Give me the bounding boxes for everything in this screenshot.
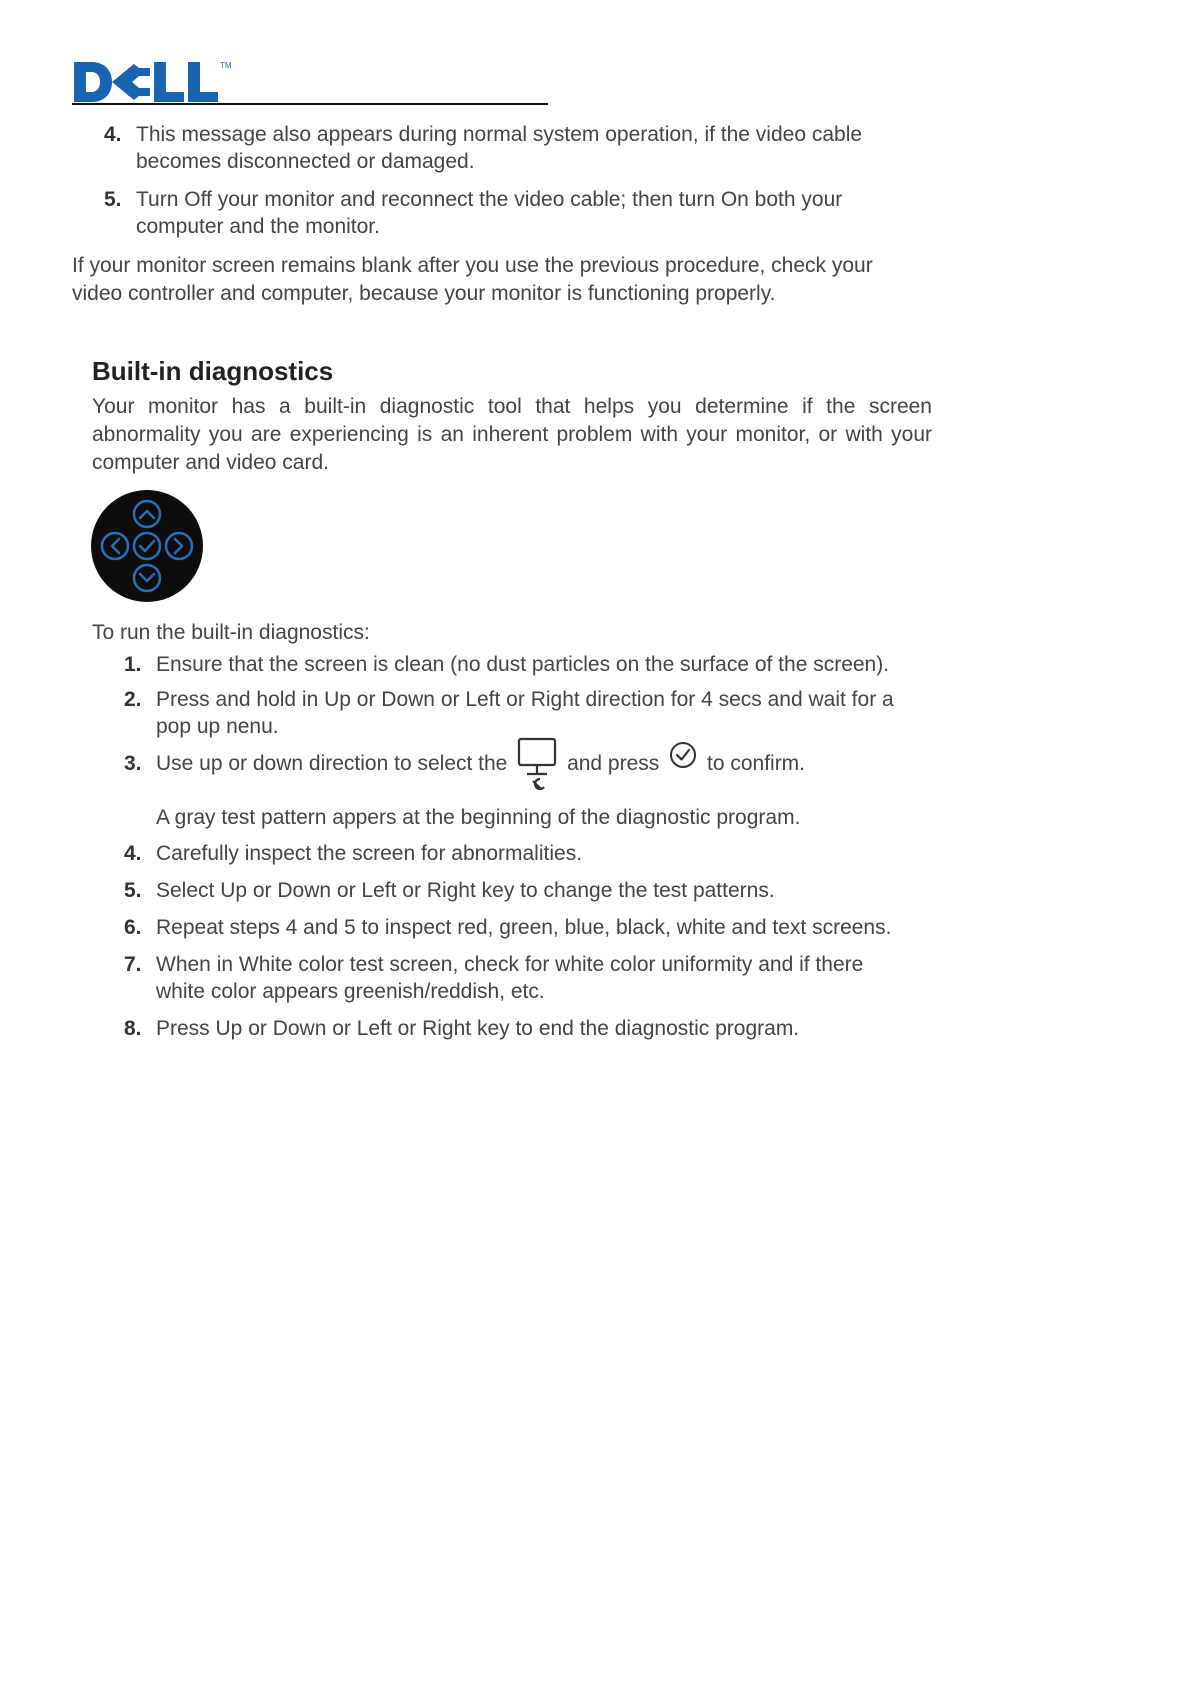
svg-text:TM: TM [220, 61, 232, 70]
step-text: Press and hold in Up or Down or Left or Right direction for 4 secs and wait for a pop up nenu. [156, 688, 894, 738]
step-text: Carefully inspect the screen for abnormalities. [156, 842, 583, 865]
list-item [124, 877, 924, 904]
dell-logo [72, 56, 232, 104]
list-item [124, 686, 924, 740]
list-item [124, 951, 924, 1005]
monitor-diagnostic-icon [515, 737, 559, 797]
step-text: Select Up or Down or Left or Right key to change the test patterns. [156, 879, 775, 902]
step-number: 4. [124, 842, 142, 865]
item-number: 4. [104, 123, 122, 146]
item-number: 5. [104, 188, 122, 211]
step-number: 1. [124, 653, 142, 676]
run-label: To run the built-in diagnostics: [92, 621, 370, 644]
item-text: This message also appears during normal system operation, if the video cable becomes disconnected or damaged. [136, 123, 863, 173]
step-number: 2. [124, 688, 142, 711]
diagnostics-intro: Your monitor has a built-in diagnostic tool that helps you determine if the screen abnormality you are experiencing is an inherent problem with your monitor, or with your computer and video card. [92, 395, 932, 474]
step-text: When in White color test screen, check for white color uniformity and if there white color appears greenish/reddish, etc. [156, 953, 864, 1003]
step-number: 5. [124, 879, 142, 902]
check-circle-icon [669, 741, 697, 769]
blank-screen-paragraph: If your monitor screen remains blank after you use the previous procedure, check your video controller and computer, because your monitor is functioning properly. [72, 254, 873, 305]
list-item [124, 651, 924, 678]
step-text: Ensure that the screen is clean (no dust particles on the surface of the screen). [156, 653, 890, 676]
step-number: 8. [124, 1017, 142, 1040]
joystick-icon [91, 490, 203, 602]
step-number: 3. [124, 752, 142, 775]
step-text: Repeat steps 4 and 5 to inspect red, green, blue, black, white and text screens. [156, 916, 892, 939]
step-text: and press [567, 752, 660, 775]
header-rule [72, 103, 548, 105]
step-number: 7. [124, 953, 142, 976]
step-text: to confirm. [706, 752, 806, 775]
list-item [104, 121, 904, 175]
list-item [124, 840, 924, 867]
list-item [124, 914, 944, 941]
step-text: Use up or down direction to select the [156, 752, 508, 775]
list-item [124, 1015, 924, 1042]
list-item [124, 737, 924, 797]
section-heading: Built-in diagnostics [92, 356, 334, 386]
item-text: Turn Off your monitor and reconnect the video cable; then turn On both your computer and the monitor. [136, 188, 843, 238]
step-note: A gray test pattern appers at the beginning of the diagnostic program. [156, 806, 801, 829]
list-item [104, 186, 904, 240]
step-text: Press Up or Down or Left or Right key to end the diagnostic program. [156, 1017, 800, 1040]
step-number: 6. [124, 916, 142, 939]
